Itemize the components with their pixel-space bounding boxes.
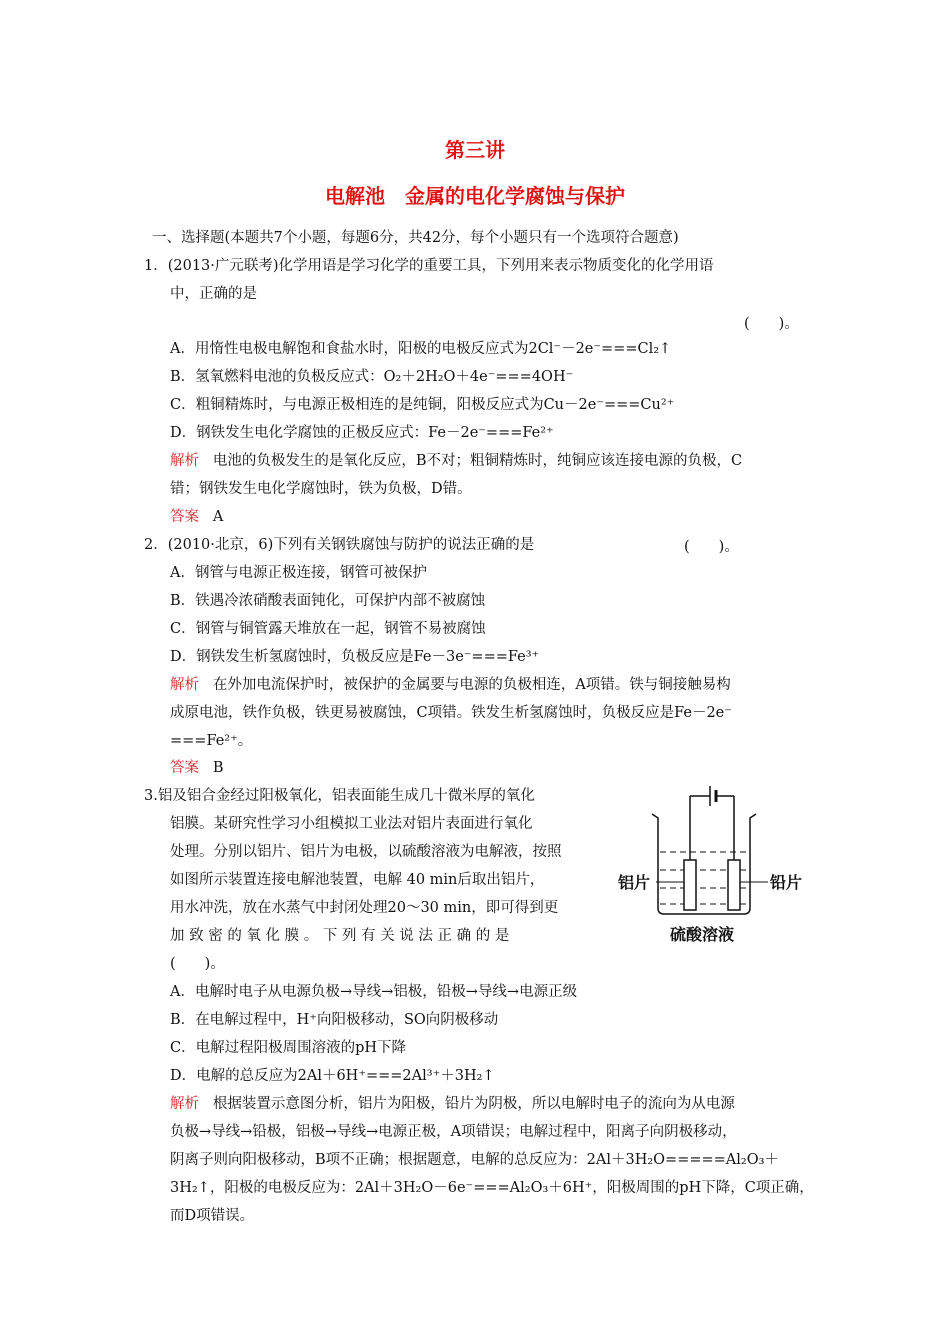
q2-option-c: C．钢管与铜管露天堆放在一起，钢管不易被腐蚀 [170, 621, 486, 637]
q1-answer: A [212, 509, 224, 525]
q1-analysis-line1 [170, 451, 742, 471]
page-title: 第三讲 [445, 138, 505, 162]
q3-option-d: D．电解的总反应为2Al＋6H⁺===2Al³⁺＋3H₂↑ [170, 1068, 495, 1084]
q2-answer: B [212, 760, 224, 776]
figure-label-bottom: 硫酸溶液 [670, 925, 735, 944]
q2-analysis-text1: 在外加电流保护时，被保护的金属要与电源的负极相连，A项错。铁与铜接触易构 [212, 677, 731, 693]
q2-analysis-line2: 成原电池，铁作负极，铁更易被腐蚀，C项错。铁发生析氢腐蚀时，负极反应是Fe－2e⁻ [170, 705, 732, 721]
q1-analysis-label: 解析 [170, 453, 199, 469]
q1-answer-label: 答案 [170, 509, 199, 525]
page-subtitle: 电解池 金属的电化学腐蚀与保护 [325, 184, 625, 208]
q1-analysis-line2: 错；钢铁发生电化学腐蚀时，铁为负极，D错。 [170, 481, 472, 497]
q3-option-b: B．在电解过程中，H⁺向阳极移动，SO向阴极移动 [170, 1012, 499, 1028]
q3-stem-line7: ( )。 [170, 956, 225, 972]
q1-option-c: C．粗铜精炼时，与电源正极相连的是纯铜，阳极反应式为Cu－2e⁻===Cu²⁺ [170, 397, 675, 413]
q3-analysis-text1: 根据装置示意图分析，铝片为阳极，铅片为阴极，所以电解时电子的流向为从电源 [212, 1096, 735, 1112]
q3-analysis-label: 解析 [170, 1096, 199, 1112]
figure-label-right: 铅片 [770, 873, 803, 892]
lead-electrode [728, 860, 740, 910]
q3-analysis-line3: 阴离子则向阳极移动，B项不正确；根据题意，电解的总反应为：2Al＋3H₂O=====Al₂O₃＋ [170, 1152, 779, 1168]
q2-analysis-line1 [170, 675, 731, 695]
q2-stem-line1: 2．(2010·北京，6)下列有关钢铁腐蚀与防护的说法正确的是 [144, 537, 535, 553]
q3-option-a: A．电解时电子从电源负极→导线→铝极，铅极→导线→电源正级 [170, 984, 578, 1000]
battery-icon [690, 786, 734, 862]
q1-stem-line1: 1．(2013·广元联考)化学用语是学习化学的重要工具，下列用来表示物质变化的化学用语 [144, 258, 714, 274]
q2-analysis-line3: ===Fe²⁺。 [170, 733, 253, 749]
q3-stem-line6: 加 致 密 的 氧 化 膜 。 下 列 有 关 说 法 正 确 的 是 [170, 928, 510, 944]
q2-answer-bracket: ( )。 [684, 539, 739, 555]
q2-analysis-label: 解析 [170, 677, 199, 693]
q3-stem-line4: 如图所示装置连接电解池装置，电解 40 min后取出铝片， [170, 872, 545, 888]
q3-stem-line2: 铝膜。某研究性学习小组模拟工业法对铝片表面进行氧化 [170, 816, 533, 832]
aluminum-electrode [684, 860, 696, 910]
q1-option-a: A．用惰性电极电解饱和食盐水时，阳极的电极反应式为2Cl⁻－2e⁻===Cl₂↑ [170, 341, 672, 357]
q2-option-b: B．铁遇冷浓硝酸表面钝化，可保护内部不被腐蚀 [170, 593, 486, 609]
q3-analysis-line4: 3H₂↑，阳极的电极反应为：2Al＋3H₂O－6e⁻===Al₂O₃＋6H⁺，阳极周围的pH下降，C项正确， [170, 1180, 814, 1196]
q1-stem-line2: 中，正确的是 [170, 286, 257, 302]
q3-analysis-line1 [170, 1094, 735, 1114]
q1-answer-line [170, 507, 223, 527]
q2-answer-label: 答案 [170, 760, 199, 776]
q3-stem-line1: 3.铝及铝合金经过阳极氧化，铝表面能生成几十微米厚的氧化 [144, 788, 535, 804]
q3-stem-line3: 处理。分别以铝片、铝片为电极，以硫酸溶液为电解液，按照 [170, 844, 562, 860]
section-header: 一、选择题(本题共7个小题，每题6分，共42分，每个小题只有一个选项符合题意) [152, 230, 679, 246]
q3-analysis-line2: 负极→导线→铅极，铝极→导线→电源正极，A项错误；电解过程中，阳离子向阴极移动， [170, 1124, 737, 1140]
figure-label-left: 铝片 [618, 873, 651, 892]
q3-option-c: C．电解过程阳极周围溶液的pH下降 [170, 1040, 407, 1056]
q2-option-d: D．钢铁发生析氢腐蚀时，负极反应是Fe－3e⁻===Fe³⁺ [170, 649, 540, 665]
q1-analysis-text1: 电池的负极发生的是氧化反应，B不对；粗铜精炼时，纯铜应该连接电源的负极，C [212, 453, 743, 469]
q3-stem-line5: 用水冲洗，放在水蒸气中封闭处理20～30 min，即可得到更 [170, 900, 559, 916]
q3-analysis-line5: 而D项错误。 [170, 1208, 255, 1224]
q1-answer-bracket: ( )。 [744, 316, 799, 332]
q1-option-b: B．氢氧燃料电池的负极反应式：O₂＋2H₂O＋4e⁻===4OH⁻ [170, 369, 574, 385]
electrolysis-figure [612, 774, 822, 950]
q2-answer-line [170, 758, 223, 778]
q2-option-a: A．钢管与电源正极连接，钢管可被保护 [170, 565, 427, 581]
q1-option-d: D．钢铁发生电化学腐蚀的正极反应式：Fe－2e⁻===Fe²⁺ [170, 425, 554, 441]
